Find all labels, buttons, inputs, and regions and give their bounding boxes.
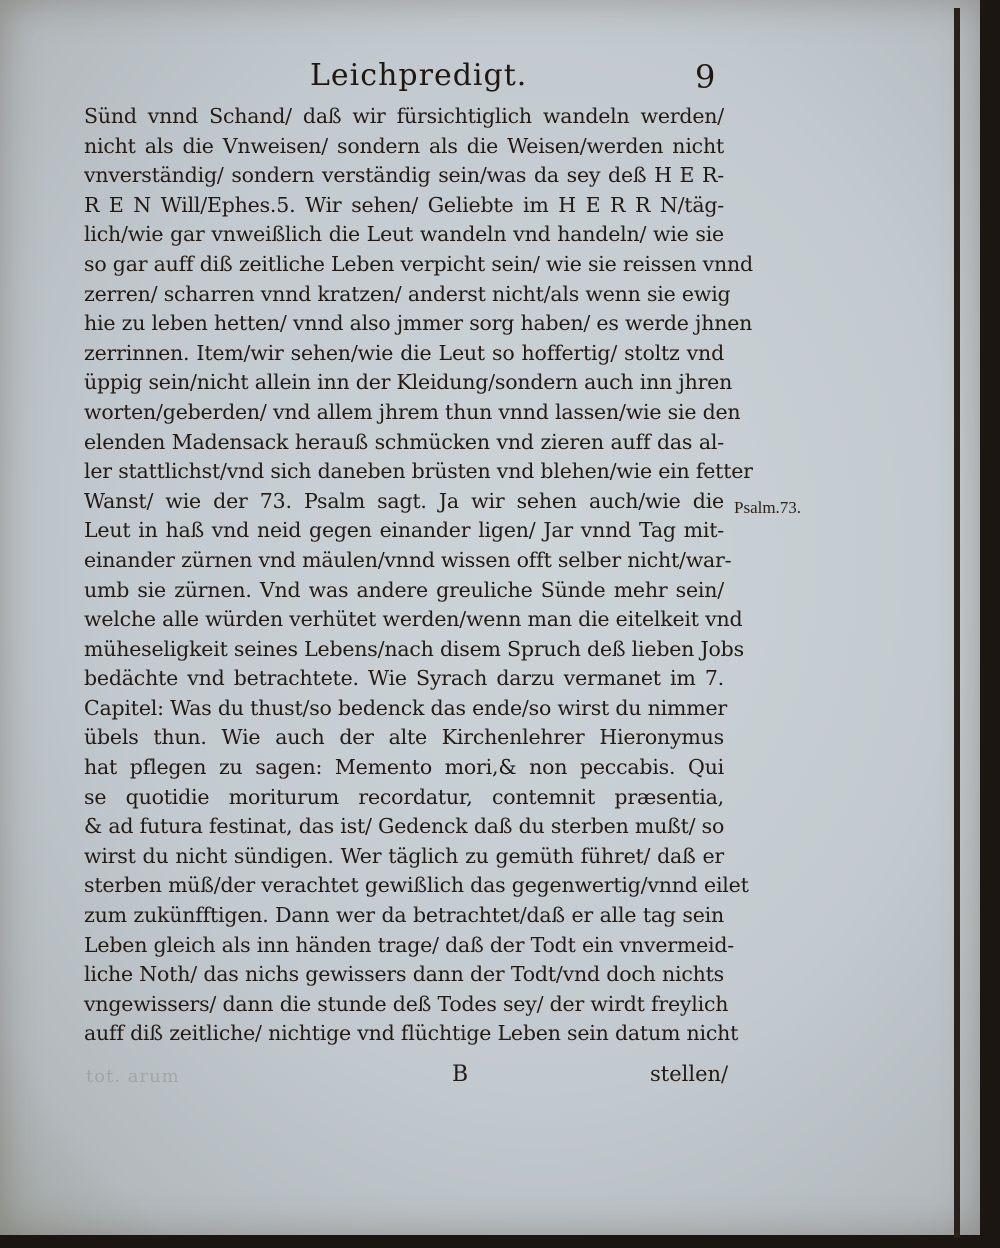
text-line: wirst du nicht sündigen. Wer täglich zu gemüth führet/ daß er xyxy=(84,843,724,868)
text-line: üppig sein/nicht allein inn der Kleidung/sondern auch inn jhren xyxy=(84,370,733,395)
text-line: R E N Will/Ephes.5. Wir sehen/ Geliebte im H E R R N/täg- xyxy=(84,192,724,217)
text-line: übels thun. Wie auch der alte Kirchenlehrer Hieronymus xyxy=(84,725,724,750)
text-line: vnverständig/ sondern verständig sein/was da sey deß H E R- xyxy=(84,163,724,188)
text-line: worten/geberden/ vnd allem jhrem thun vnnd lassen/wie sie den xyxy=(84,399,741,424)
text-line: zerrinnen. Item/wir sehen/wie die Leut so hoffertig/ stoltz vnd xyxy=(84,340,724,365)
running-head: Leichpredigt. xyxy=(310,58,528,93)
text-line: ler stattlichst/vnd sich daneben brüsten vnd blehen/wie ein fetter xyxy=(84,459,753,484)
text-line: umb sie zürnen. Vnd was andere greuliche Sünde mehr sein/ xyxy=(84,577,724,602)
page-number: 9 xyxy=(695,58,716,96)
text-line: liche Noth/ das nichs gewissers dann der Todt/vnd doch nichts xyxy=(84,962,724,987)
text-line: einander zürnen vnd mäulen/vnnd wissen offt selber nicht/war- xyxy=(84,547,732,572)
text-line: welche alle würden verhütet werden/wenn man die eitelkeit vnd xyxy=(84,607,743,632)
text-line: hie zu leben hetten/ vnnd also jmmer sorg haben/ es werde jhnen xyxy=(84,311,753,336)
page-edge xyxy=(954,8,960,1238)
text-line: & ad futura festinat, das ist/ Gedenck daß du sterben mußt/ so xyxy=(84,814,725,839)
text-line: auff diß zeitliche/ nichtige vnd flüchtige Leben sein datum nicht xyxy=(84,1021,739,1046)
text-line: so gar auff diß zeitliche Leben verpicht sein/ wie sie reissen vnnd xyxy=(84,251,753,276)
text-line: Wanst/ wie der 73. Psalm sagt. Ja wir sehen auch/wie die xyxy=(84,488,724,513)
text-line: hat pflegen zu sagen: Memento mori,& non peccabis. Qui xyxy=(84,755,724,780)
text-line: müheseligkeit seines Lebens/nach disem Spruch deß lieben Jobs xyxy=(84,636,744,661)
text-line: zerren/ scharren vnnd kratzen/ anderst nicht/als wenn sie ewig xyxy=(84,281,731,306)
catchword: stellen/ xyxy=(650,1062,729,1086)
bleed-through-text: tot. arum xyxy=(86,1066,180,1087)
text-line: Capitel: Was du thust/so bedenck das ende/so wirst du nimmer xyxy=(84,695,727,720)
text-line: Leben gleich als inn händen trage/ daß der Todt ein vnvermeid- xyxy=(84,932,735,957)
text-line: bedächte vnd betrachtete. Wie Syrach darzu vermanet im 7. xyxy=(84,666,724,691)
text-line: elenden Madensack herauß schmücken vnd zieren auff das al- xyxy=(84,429,724,454)
text-line: lich/wie gar vnweißlich die Leut wandeln vnd handeln/ wie sie xyxy=(84,222,724,247)
marginal-note: Psalm.73. xyxy=(734,498,802,517)
signature-mark: B xyxy=(452,1062,469,1087)
text-line: Leut in haß vnd neid gegen einander ligen/ Jar vnnd Tag mit- xyxy=(84,518,724,543)
text-line: zum zukünfftigen. Dann wer da betrachtet/daß er alle tag sein xyxy=(84,903,724,928)
body-text xyxy=(84,102,753,1049)
text-line: sterben müß/der verachtet gewißlich das gegenwertig/vnnd eilet xyxy=(84,873,749,898)
text-line: vngewissers/ dann die stunde deß Todes sey/ der wirdt freylich xyxy=(84,991,729,1016)
text-line: Sünd vnnd Schand/ daß wir fürsichtiglich wandeln werden/ xyxy=(84,104,724,128)
text-line: nicht als die Vnweisen/ sondern als die Weisen/werden nicht xyxy=(84,133,724,158)
text-line: se quotidie moriturum recordatur, contemnit præsentia, xyxy=(84,784,724,809)
